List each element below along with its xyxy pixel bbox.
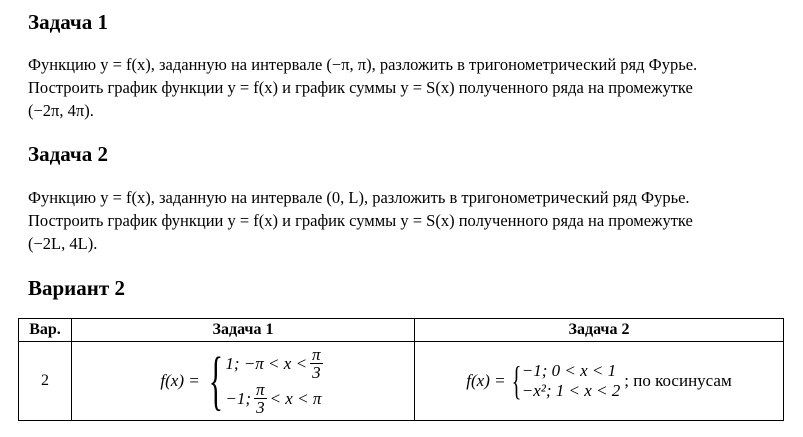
task1-line3: (−2π, 4π).: [28, 101, 94, 120]
task1-case2-fraction: [254, 381, 267, 416]
task2-line2: Построить график функции y = f(x) и график суммы y = S(x) полученного ряда на промежутке: [28, 211, 693, 230]
task1-line2: Построить график функции y = f(x) и график суммы y = S(x) полученного ряда на промежутке: [28, 78, 693, 97]
left-brace: {: [511, 358, 521, 403]
fraction-denominator: 3: [256, 398, 265, 417]
task1-formula: [160, 346, 325, 416]
fraction-numerator: π: [256, 380, 265, 399]
task1-case2-suffix: < x < π: [269, 388, 322, 408]
variant-table: [18, 318, 784, 421]
header-task2: Задача 2: [415, 319, 784, 342]
header-task1: Задача 1: [72, 319, 415, 342]
task2-formula-cell: [415, 342, 784, 421]
variant-number: 2: [19, 342, 72, 421]
fraction-numerator: π: [312, 345, 321, 364]
table-row: [19, 342, 784, 421]
task2-heading: Задача 2: [28, 142, 108, 166]
left-brace: {: [208, 344, 223, 417]
task1-case1: [225, 346, 325, 381]
task2-lhs: f(x) =: [466, 371, 506, 390]
task1-formula-cell: [72, 342, 415, 421]
task2-suffix: ; по косинусам: [624, 371, 732, 390]
task2-case2: −x²; 1 < x < 2: [521, 381, 621, 400]
fraction-denominator: 3: [312, 363, 321, 382]
task1-heading: Задача 1: [28, 10, 108, 34]
task1-cases: [225, 346, 325, 416]
header-variant: Вар.: [19, 319, 72, 342]
task1-case1-prefix: 1; −π < x <: [225, 353, 308, 373]
task2-formula: [466, 358, 732, 403]
task1-lhs: f(x) =: [160, 371, 200, 390]
task2-cases: [522, 361, 621, 401]
task2-case1: −1; 0 < x < 1: [521, 361, 617, 380]
task1-case2: [225, 381, 325, 416]
task1-case2-prefix: −1;: [225, 388, 252, 408]
task1-case1-fraction: [310, 346, 323, 381]
variant-heading: Вариант 2: [28, 276, 125, 300]
task2-text: [28, 186, 788, 255]
task1-line1: Функцию y = f(x), заданную на интервале (−π, π), разложить в тригонометрический ряд Фурье.: [28, 55, 698, 74]
task1-text: [28, 53, 788, 122]
task2-line3: (−2L, 4L).: [28, 234, 98, 253]
table-header-row: [19, 319, 784, 342]
task2-line1: Функцию y = f(x), заданную на интервале (0, L), разложить в тригонометрический ряд Фурье.: [28, 188, 690, 207]
